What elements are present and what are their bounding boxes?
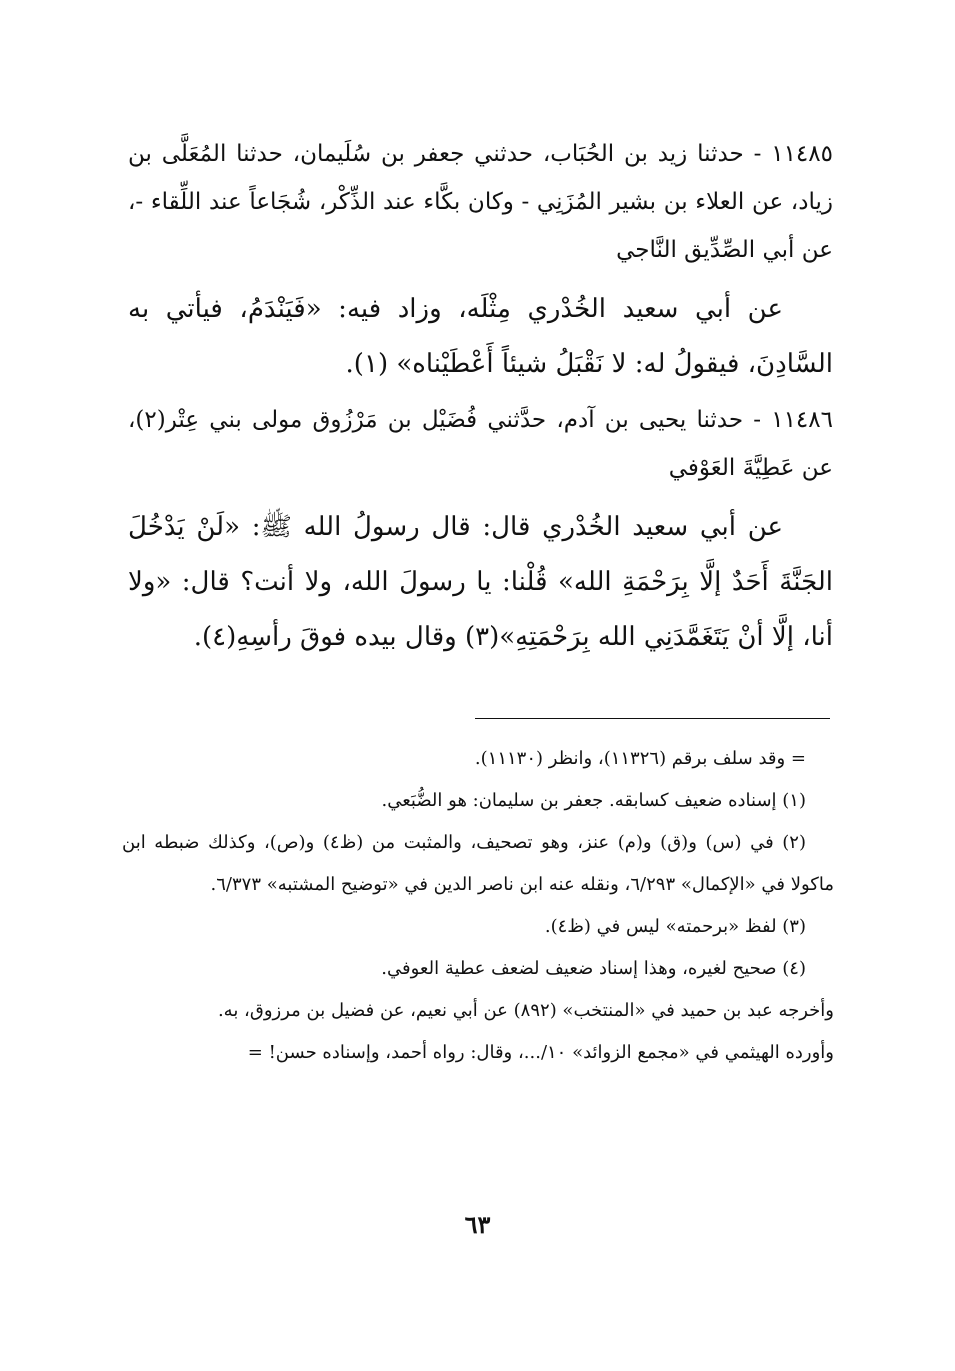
footnote-continuation: = وقد سلف برقم (١١٣٢٦)، وانظر (١١١٣٠). <box>474 748 806 769</box>
footnote-1: (١) إسناده ضعيف كسابقه. جعفر بن سليمان: هو الضُّبَعي. <box>381 790 806 811</box>
footnote-2: (٢) في (س) و(ق) و(م) عنز، وهو تصحيف، والمثبت من (ظ٤) و(ص)، وكذلك ضبطه ابن ماكولا في «الإكمال» ٦/٢٩٣، ونقله عنه ابن ناصر الدين في «توضيح المشتبه» ٦/٣٧٣. <box>122 832 834 895</box>
footnotes-block <box>122 738 834 1074</box>
footnote-4-takhrij: وأخرجه عبد بن حميد في «المنتخب» (٨٩٢) عن أبي نعيم، عن فضيل بن مرزوق، به. <box>217 1000 834 1021</box>
footnote-4: (٤) صحيح لغيره، وهذا إسناد ضعيف لضعف عطية العوفي. <box>381 958 806 979</box>
hadith-1485-isnad: ١١٤٨٥ - حدثنا زيد بن الحُبَاب، حدثني جعفر بن سُلَيمان، حدثنا المُعَلَّى بن زياد، عن العلاء بن بشير المُزَنِي - وكان بكَّاء عند الذِّكْر، شُجَاعاً عند اللِّقاء -، عن أبي الصِّدِّيق النَّاجي <box>128 141 833 263</box>
footnote-4-haythami: وأورده الهيثمي في «مجمع الزوائد» ١٠/...، وقال: رواه أحمد، وإسناده حسن! = <box>247 1042 834 1063</box>
page-number: ٦٣ <box>464 1210 491 1239</box>
footnote-3: (٣) لفظ «برحمته» ليس في (ظ٤). <box>544 916 806 937</box>
hadith-1486-matn: عن أبي سعيد الخُدْري قال: قال رسولُ الله ﷺ: «لَنْ يَدْخُلَ الجَنَّةَ أَحَدٌ إلَّا بِرَحْمَةِ الله» قُلْنا: يا رسولَ الله، ولا أنت؟ قال: «ولا أنا، إلَّا أنْ يَتَغَمَّدَنِي الله بِرَحْمَتِهِ»(٣) وقال بيده فوقَ رأسِهِ(٤). <box>128 512 833 652</box>
footnote-divider <box>475 718 830 719</box>
main-text-block <box>128 130 833 665</box>
hadith-1486-isnad: ١١٤٨٦ - حدثنا يحيى بن آدم، حدَّثني فُضَيْل بن مَرْزُوق مولى بني عِتْر(٢)، عن عَطِيَّةَ العَوْفي <box>128 407 833 481</box>
hadith-1485-matn: عن أبي سعيد الخُدْري مِثْلَه، وزاد فيه: «فَيَنْدَمُ، فيأتي به السَّادِنَ، فيقولُ له: لا نَقْبَلُ شيئاً أَعْطَيْناه» (١). <box>128 294 833 379</box>
